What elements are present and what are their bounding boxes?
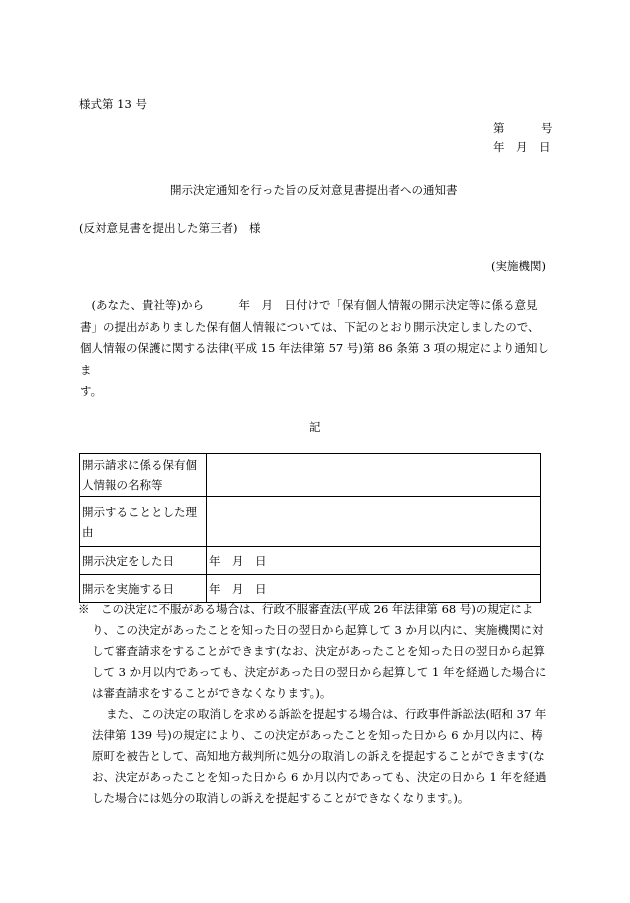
table-value: 年 月 日 (207, 575, 541, 603)
note-appeal (78, 599, 553, 704)
body-line: 個人情報の保護に関する法律(平成 15 年法律第 57 号)第 86 条第 3 項の規定により通知しま (80, 341, 549, 377)
form-number: 様式第 13 号 (79, 97, 147, 111)
addressee: (反対意見書を提出した第三者) 様 (79, 221, 261, 235)
document-number: 第 号 (493, 121, 553, 135)
note-appeal-text: この決定に不服がある場合は、行政不服審査法(平成 26 年法律第 68 号)の規定により、この決定があったことを知った日の翌日から起算して 3 か月以内に、実施機関に対して審査請求をすることができます(なお、決定があったことを知った日の翌日から起算して 3 か月以内であっても、決定があった日の翌日から起算して 1 年を経過した場合には審査請求をすることができなくなります。)。 (89, 602, 547, 700)
table-row (80, 454, 541, 497)
body-paragraph (80, 295, 550, 403)
table-value (207, 497, 541, 547)
table-label: 開示決定をした日 (80, 547, 207, 575)
table-label: 開示することとした理由 (80, 497, 207, 547)
document-date: 年 月 日 (493, 140, 551, 154)
issuing-agency: (実施機関) (491, 259, 546, 273)
note-lawsuit: また、この決定の取消しを求める訴訟を提起する場合は、行政事件訴訟法(昭和 37 年法律第 139 号)の規定により、この決定があったことを知った日から 6 か月以内に、梼原町を被告として、高知地方裁判所に処分の取消しの訴えを提起することができます(なお、決定があったことを知った日から 6 か月以内であっても、決定の日から 1 年を経過した場合には処分の取消しの訴えを提起することができなくなります。)。 (92, 707, 547, 805)
note-mark: ※ (78, 602, 90, 616)
body-line: す。 (80, 384, 103, 398)
records-table (79, 453, 541, 603)
table-value: 年 月 日 (207, 547, 541, 575)
table-row (80, 547, 541, 575)
table-value (207, 454, 541, 497)
ki-heading: 記 (309, 420, 321, 434)
body-line: (あなた、貴社等)から 年 月 日付けで「保有個人情報の開示決定等に係る意見 (80, 298, 538, 312)
body-line: 書」の提出がありました保有個人情報については、下記のとおり開示決定しましたので、 (80, 319, 540, 334)
table-label: 開示請求に係る保有個人情報の名称等 (80, 454, 207, 497)
document-title: 開示決定通知を行った旨の反対意見書提出者への通知書 (170, 183, 458, 197)
table-row (80, 497, 541, 547)
table-label: 開示を実施する日 (80, 575, 207, 603)
notes-section (78, 599, 553, 809)
